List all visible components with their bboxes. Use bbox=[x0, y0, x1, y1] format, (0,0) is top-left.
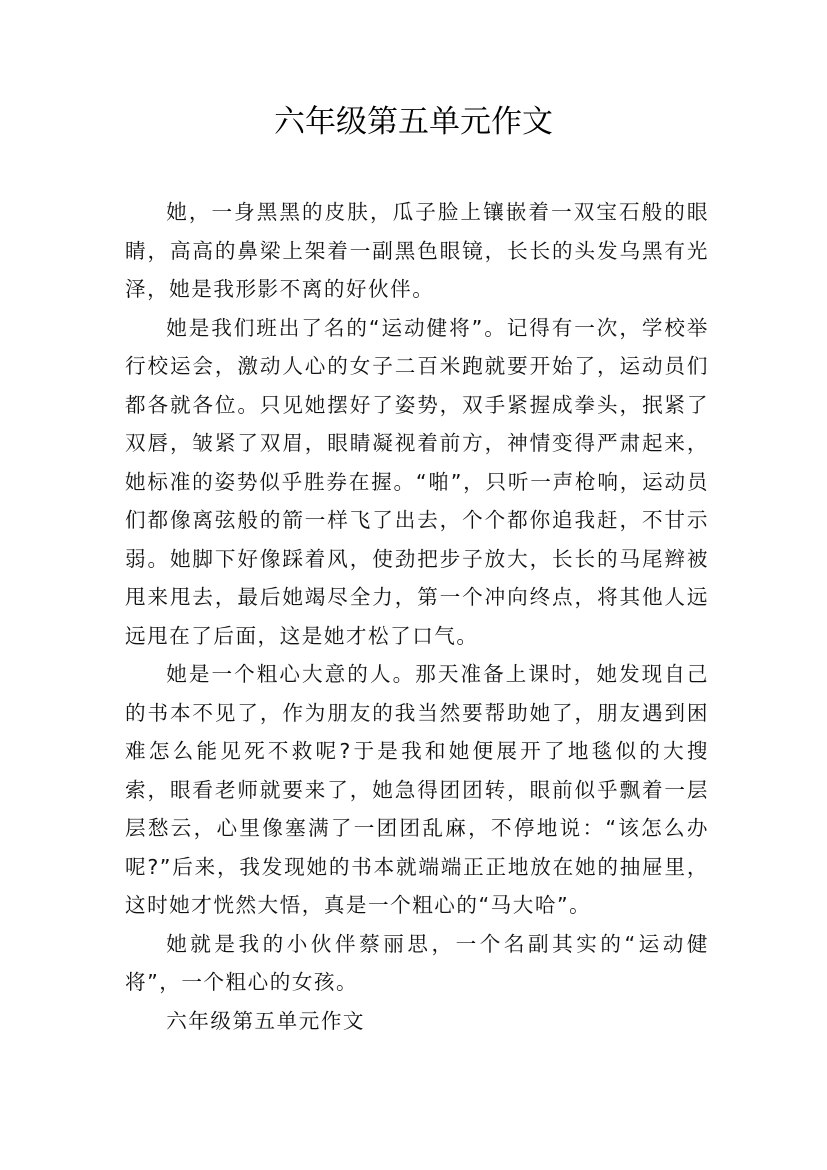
document-body bbox=[125, 193, 709, 1040]
paragraph-4: 她就是我的小伙伴蔡丽思，一个名副其实的“运动健将”，一个粗心的女孩。 bbox=[125, 931, 709, 994]
footer-title: 六年级第五单元作文 bbox=[166, 1008, 366, 1033]
paragraph-3: 她是一个粗心大意的人。那天准备上课时，她发现自己的书本不见了，作为朋友的我当然要帮助她了，朋友遇到困难怎么能见死不救呢?于是我和她便展开了地毯似的大搜索，眼看老师就要来了，她急得团团转，眼前似乎飘着一层层愁云，心里像塞满了一团团乱麻，不停地说：“该怎么办呢?”后来，我发现她的书本就端端正正地放在她的抽屉里，这时她才恍然大悟，真是一个粗心的“马大哈”。 bbox=[125, 662, 709, 917]
paragraph-2: 她是我们班出了名的“运动健将”。记得有一次，学校举行校运会，激动人心的女子二百米跑就要开始了，运动员们都各就各位。只见她摆好了姿势，双手紧握成拳头，抿紧了双唇，皱紧了双眉，眼睛凝视着前方，神情变得严肃起来，她标准的姿势似乎胜券在握。“啪”，只听一声枪响，运动员们都像离弦般的箭一样飞了出去，个个都你追我赶，不甘示弱。她脚下好像踩着风，使劲把步子放大，长长的马尾辫被甩来甩去，最后她竭尽全力，第一个冲向终点，将其他人远远甩在了后面，这是她才松了口气。 bbox=[125, 315, 709, 648]
document-title: 六年级第五单元作文 bbox=[274, 104, 553, 140]
paragraph-1: 她，一身黑黑的皮肤，瓜子脸上镶嵌着一双宝石般的眼睛，高高的鼻梁上架着一副黑色眼镜，长长的头发乌黑有光泽，她是我形影不离的好伙伴。 bbox=[125, 200, 709, 301]
